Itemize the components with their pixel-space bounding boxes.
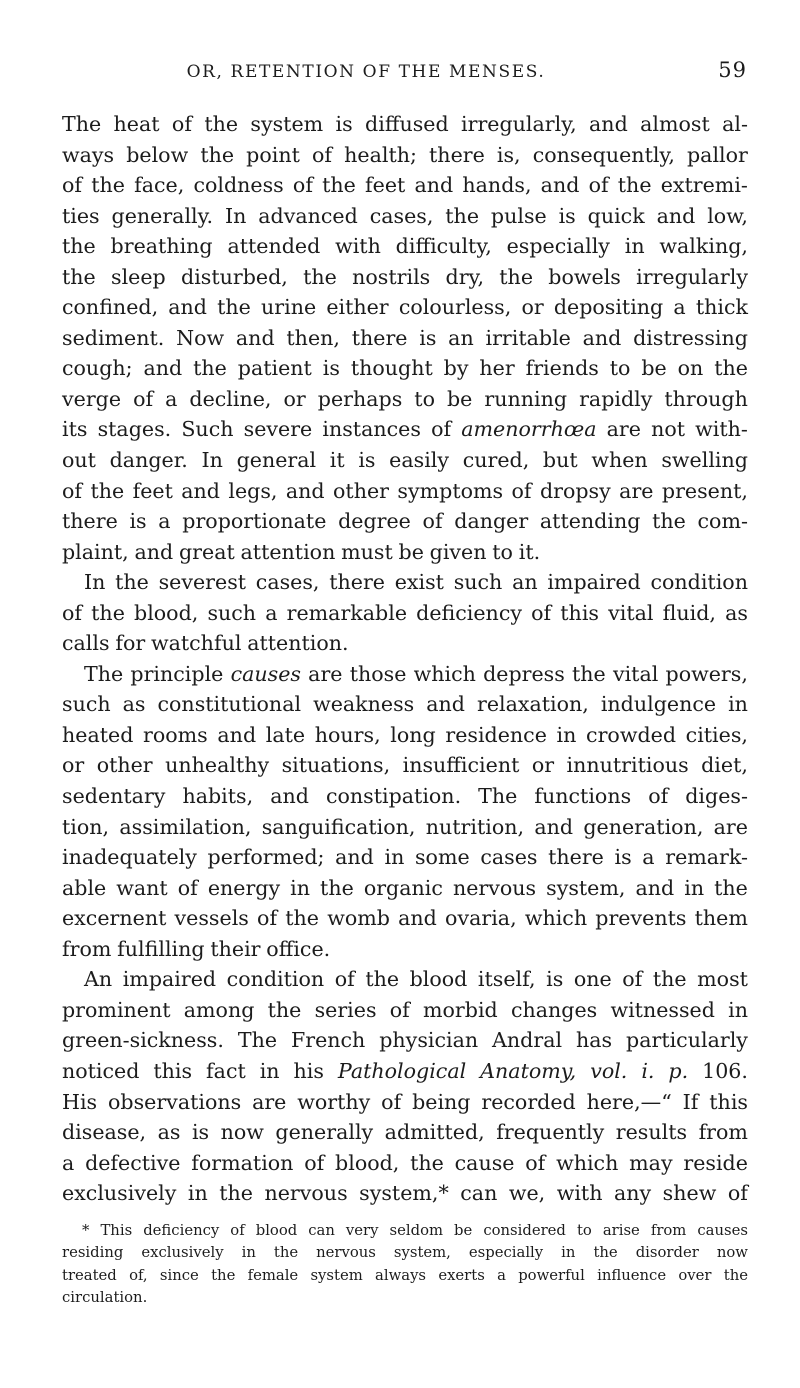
text-line: prominent among the series of morbid changes witnessed in [62,997,748,1022]
text-line: His observations are worthy of being recorded here,—“ If this [62,1089,748,1114]
text-line: noticed this fact in his Pathological Anatomy, vol. i. p. 106. [62,1058,748,1083]
text-line: heated rooms and late hours, long residence in crowded cities, [62,722,748,747]
text-line: or other unhealthy situations, insufficient or innutritious diet, [62,753,748,778]
footnote-line: treated of, since the female system always exerts a powerful influence over the [62,1266,748,1284]
text-line: inadequately performed; and in some cases there is a remark- [62,845,748,870]
text-line: sedentary habits, and constipation. The functions of diges- [62,784,748,809]
footnote-line: circulation. [62,1289,148,1307]
text-line: the sleep disturbed, the nostrils dry, the bowels irregularly [62,264,748,289]
text-line: disease, as is now generally admitted, frequently results from [62,1120,748,1145]
text-line: the breathing attended with difficulty, especially in walking, [62,234,748,259]
text-line: cough; and the patient is thought by her friends to be on the [62,356,748,381]
text-line: The principle causes are those which depress the vital powers, [84,661,748,686]
text-line: green-sickness. The French physician Andral has particularly [62,1028,748,1053]
footnote-line: * This deficiency of blood can very seldom be considered to arise from causes [82,1222,748,1239]
text-line: ways below the point of health; there is, consequently, pallor [62,142,748,167]
text-line: calls for watchful attention. [62,631,349,656]
body-text [62,109,748,1209]
text-line: of the feet and legs, and other symptoms of dropsy are present, [62,478,748,503]
running-header: OR, RETENTION OF THE MENSES. [186,62,546,82]
text-line: excernent vessels of the womb and ovaria, which prevents them [62,906,748,931]
text-line: tion, assimilation, sanguification, nutrition, and generation, are [62,814,748,839]
text-line: from fulfilling their office. [62,936,331,961]
text-line: out danger. In general it is easily cured, but when swelling [62,448,748,473]
text-line: ties generally. In advanced cases, the pulse is quick and low, [62,203,748,228]
text-line: In the severest cases, there exist such an impaired condition [84,570,748,595]
footnote [62,1220,748,1310]
text-line: exclusively in the nervous system,* can we, with any shew of [62,1181,748,1206]
text-line: of the blood, such a remarkable deficiency of this vital fluid, as [62,600,748,625]
text-line: An impaired condition of the blood itself, is one of the most [84,967,748,992]
text-line: a defective formation of blood, the cause of which may reside [62,1150,748,1175]
text-line: confined, and the urine either colourless, or depositing a thick [62,295,748,320]
page-number: 59 [718,58,747,82]
text-line: The heat of the system is diffused irregularly, and almost al- [62,112,748,136]
footnote-line: residing exclusively in the nervous system, especially in the disorder now [62,1244,748,1262]
text-line: sediment. Now and then, there is an irritable and distressing [62,325,748,350]
text-line: plaint, and great attention must be given to it. [62,539,541,564]
text-line: such as constitutional weakness and relaxation, indulgence in [62,692,748,717]
text-line: there is a proportionate degree of danger attending the com- [62,509,748,534]
text-line: verge of a decline, or perhaps to be running rapidly through [62,386,748,411]
text-line: able want of energy in the organic nervous system, and in the [62,875,748,900]
text-line: its stages. Such severe instances of amenorrhœa are not with- [62,417,748,442]
text-line: of the face, coldness of the feet and hands, and of the extremi- [62,173,748,198]
